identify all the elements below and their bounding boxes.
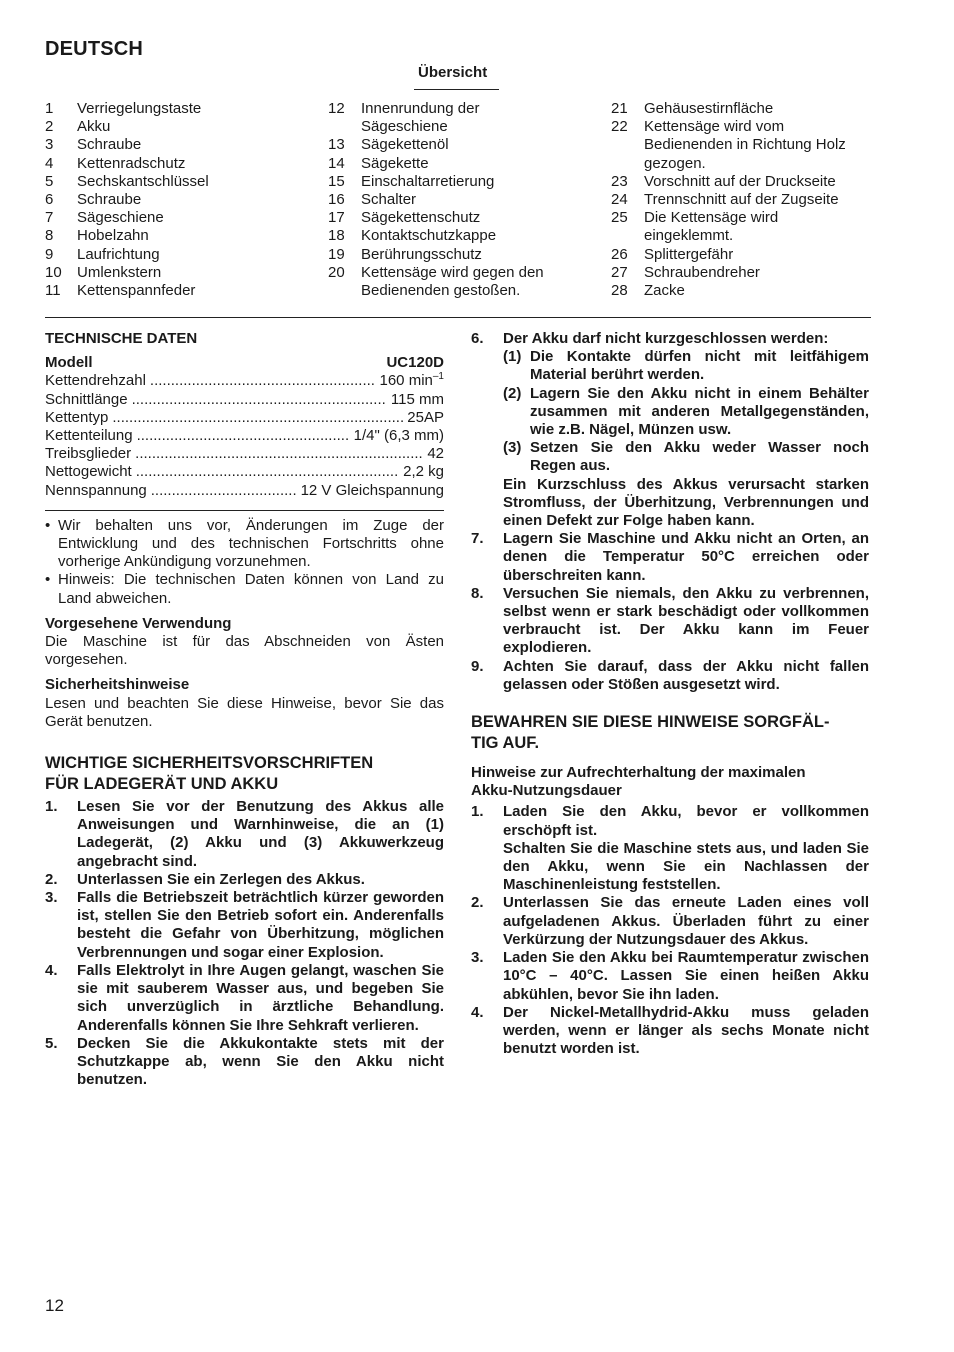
overview-item-number: 4 — [45, 154, 54, 172]
overview-item-label: Umlenkstern — [77, 263, 162, 281]
overview-item-label: Verriegelungstaste — [77, 100, 202, 117]
overview-item-label: Schraube — [77, 136, 142, 154]
overview-item — [328, 246, 568, 264]
overview-column-1 — [45, 100, 305, 300]
overview-item-number: 5 — [45, 172, 54, 190]
spec-leader-dots — [150, 372, 376, 390]
overview-item-label: Kettensäge wird gegen den Bedienenden gestoßen. — [361, 263, 544, 300]
overview-item-label: Kettenspannfeder — [77, 282, 196, 300]
spec-label: Kettenteilung — [45, 427, 133, 445]
list-item-text: Lesen Sie vor der Benutzung des Akkus alle Anweisungen und Warnhinweise, die an (1) Ladegerät, (2) Akku und (3) Akkuwerkzeug angebracht sind. — [77, 798, 444, 870]
important-safety-title — [45, 753, 444, 795]
overview-item-number: 9 — [45, 245, 54, 263]
overview-column-2 — [328, 100, 568, 300]
overview-item-number: 11 — [45, 282, 61, 300]
list-item-number: 7. — [471, 530, 484, 548]
overview-item — [45, 173, 305, 191]
specs-title: TECHNISCHE DATEN — [45, 330, 198, 347]
overview-item — [328, 227, 568, 245]
spec-row — [45, 391, 444, 409]
spec-value-text: 160 min — [379, 372, 433, 390]
list-item-number: 5. — [45, 1034, 58, 1052]
overview-item — [45, 118, 305, 136]
overview-item-number: 27 — [611, 263, 628, 281]
spec-label: Nennspannung — [45, 481, 147, 499]
overview-item-label: Sägekettenöl — [361, 136, 449, 154]
list-item — [471, 585, 869, 658]
overview-title: Übersicht — [418, 64, 488, 81]
overview-item-number: 16 — [328, 191, 345, 209]
spec-value-superscript: –1 — [432, 371, 444, 383]
list-item — [471, 894, 869, 949]
overview-item — [45, 246, 305, 264]
spec-leader-dots — [151, 482, 297, 500]
sub-list-item-text: Setzen Sie den Akku weder Wasser noch Regen aus. — [530, 439, 869, 475]
list-item-number: 4. — [471, 1003, 484, 1021]
overview-item — [611, 282, 871, 300]
overview-item — [611, 118, 871, 173]
sub-list-item-number: (3) — [503, 439, 522, 457]
overview-item-label: Einschaltarretierung — [361, 172, 495, 190]
overview-item — [45, 209, 305, 227]
list-item-text: Decken Sie die Akkukontakte stets mit der Schutzkappe ab, wenn Sie den Akku nicht benutzen. — [77, 1034, 444, 1089]
overview-item-label: Schraube — [77, 191, 142, 209]
overview-item — [45, 191, 305, 209]
overview-item-label: Sägekette — [361, 154, 429, 172]
section-divider — [45, 317, 871, 318]
overview-item-number: 19 — [328, 245, 345, 263]
keep-notice-heading — [471, 712, 869, 754]
spec-note-text: Hinweis: Die technischen Daten können von Land zu Land abweichen. — [58, 571, 444, 607]
list-item-body — [503, 330, 869, 530]
overview-item-label: Gehäusestirnfläche — [644, 100, 774, 117]
overview-item-label: Innenrundung der Sägeschiene — [361, 100, 480, 136]
spec-row — [45, 427, 444, 445]
spec-leader-dots — [136, 463, 399, 481]
specs-model-label: Modell — [45, 354, 93, 372]
list-item-text: Falls die Betriebszeit beträchtlich kürzer geworden ist, stellen Sie den Betrieb sofort ein. Anderenfalls besteht die Gefahr von Überhitzung, möglichen Verbrennungen und sogar einer Explosion. — [77, 889, 444, 961]
overview-item — [328, 264, 568, 300]
list-item-text: Laden Sie den Akku bei Raumtemperatur zwischen 10°C – 40°C. Lassen Sie einen heißen Akku abkühlen, bevor Sie ihn laden. — [503, 949, 869, 1003]
safety-notes-text: Lesen und beachten Sie diese Hinweise, bevor Sie das Gerät benutzen. — [45, 694, 444, 730]
overview-item-number: 26 — [611, 245, 628, 263]
overview-item-number: 1 — [45, 100, 54, 117]
overview-item-number: 13 — [328, 136, 345, 154]
spec-label: Kettendrehzahl — [45, 372, 146, 390]
list-item-text: Laden Sie den Akku, bevor er vollkommen erschöpft ist. — [503, 803, 869, 839]
overview-item — [611, 191, 871, 209]
spec-leader-dots — [135, 445, 423, 463]
sub-list-item — [503, 385, 869, 440]
list-item — [471, 330, 869, 530]
overview-item — [611, 209, 871, 245]
list-item-number: 1. — [45, 798, 58, 816]
overview-item — [45, 264, 305, 282]
overview-item-label: Kettenradschutz — [77, 154, 186, 172]
overview-item-label: Laufrichtung — [77, 245, 160, 263]
right-column — [471, 330, 869, 1058]
spec-leader-dots — [112, 409, 403, 427]
spec-note-text: Wir behalten uns vor, Änderungen im Zuge der Entwicklung und des technischen Fortschritts ohne vorherige Ankündigung vorzunehmen. — [58, 516, 444, 571]
important-safety-title-line: WICHTIGE SICHERHEITSVORSCHRIFTEN — [45, 754, 374, 773]
list-item-text: Versuchen Sie niemals, den Akku zu verbrennen, selbst wenn er stark beschädigt oder vollkommen verbraucht ist. Der Akku kann im Feuer explodieren. — [503, 584, 869, 657]
sub-list-item — [503, 348, 869, 384]
safety-notes-title: Sicherheitshinweise — [45, 676, 190, 694]
overview-column-3 — [611, 100, 871, 300]
overview-item-label: Sägekettenschutz — [361, 209, 481, 227]
spec-value: 2,2 kg — [403, 463, 444, 481]
intended-use-title: Vorgesehene Verwendung — [45, 614, 232, 632]
list-item — [471, 1004, 869, 1059]
keep-notice-line: TIG AUF. — [471, 734, 540, 753]
specs-model-row — [45, 354, 444, 372]
overview-item — [328, 155, 568, 173]
list-item-number: 3. — [45, 889, 58, 907]
spec-label: Kettentyp — [45, 408, 109, 426]
overview-item-number: 24 — [611, 191, 628, 209]
spec-leader-dots — [137, 427, 350, 445]
overview-item-number: 21 — [611, 100, 628, 117]
list-item-text: Falls Elektrolyt in Ihre Augen gelangt, waschen Sie sie mit sauberem Wasser aus, und begeben Sie sich unverzüglich in ärztliche Behandlung. Anderenfalls können Sie Ihre Sehkraft verlieren. — [77, 961, 444, 1034]
overview-item-number: 3 — [45, 136, 54, 154]
list-item — [45, 1035, 444, 1090]
overview-item-number: 6 — [45, 191, 54, 209]
list-item-body — [503, 803, 869, 894]
list-item — [471, 803, 869, 894]
specs-divider — [45, 510, 444, 511]
overview-item — [45, 100, 305, 118]
spec-label: Nettogewicht — [45, 463, 132, 481]
overview-item — [45, 136, 305, 154]
overview-item-number: 14 — [328, 154, 345, 172]
overview-item-label: Hobelzahn — [77, 227, 149, 245]
spec-row — [45, 463, 444, 481]
list-item-number: 3. — [471, 949, 484, 967]
important-safety-list — [45, 798, 444, 1089]
overview-item-label: Schraubendreher — [644, 263, 760, 281]
list-item-text: Achten Sie darauf, dass der Akku nicht fallen gelassen oder Stößen ausgesetzt wird. — [503, 657, 869, 693]
list-item — [471, 658, 869, 694]
overview-item-number: 8 — [45, 227, 54, 245]
intended-use-text: Die Maschine ist für das Abschneiden von Ästen vorgesehen. — [45, 633, 444, 669]
overview-item-label: Sägeschiene — [77, 209, 164, 227]
list-item-number: 6. — [471, 330, 484, 347]
important-safety-title-line: FÜR LADEGERÄT UND AKKU — [45, 775, 279, 794]
overview-item-label: Zacke — [644, 282, 685, 300]
sub-list-item-text: Die Kontakte dürfen nicht mit leitfähigem Material berührt werden. — [530, 348, 869, 384]
overview-item — [611, 264, 871, 282]
list-item-text: Der Akku darf nicht kurzgeschlossen werden: — [503, 330, 829, 347]
overview-item-label: Trennschnitt auf der Zugseite — [644, 191, 839, 209]
spec-row — [45, 372, 444, 390]
sub-list-item — [503, 439, 869, 475]
bullet: • — [45, 571, 51, 589]
overview-item-label: Vorschnitt auf der Druckseite — [644, 172, 836, 190]
sub-list-item-text: Lagern Sie den Akku nicht in einem Behälter zusammen mit anderen Metallgegenständen, wie z.B. Nägel, Münzen usw. — [530, 384, 869, 439]
spec-leader-dots — [132, 391, 387, 409]
battery-life-list — [471, 803, 869, 1058]
page-number: 12 — [45, 1296, 64, 1315]
overview-item-label: Berührungsschutz — [361, 245, 482, 263]
overview-item-label: Splittergefähr — [644, 245, 734, 263]
overview-item-label: Die Kettensäge wird eingeklemmt. — [644, 209, 779, 245]
list-item-followup-text: Ein Kurzschluss des Akkus verursacht starken Stromfluss, der Überhitzung, Verbrennungen und einen Defekt zur Folge haben kann. — [503, 475, 869, 530]
overview-item — [328, 173, 568, 191]
spec-row — [45, 445, 444, 463]
specs-model-value: UC120D — [386, 354, 444, 372]
overview-title-underline — [414, 89, 499, 90]
list-item-text: Der Nickel-Metallhydrid-Akku muss geladen werden, wenn er länger als sechs Monate nicht benutzt worden ist. — [503, 1003, 869, 1058]
overview-item — [45, 155, 305, 173]
battery-life-title — [471, 764, 869, 800]
list-item-text: Unterlassen Sie ein Zerlegen des Akkus. — [77, 870, 365, 888]
overview-item-number: 20 — [328, 263, 345, 281]
spec-value: 115 mm — [390, 390, 444, 408]
list-item — [471, 949, 869, 1004]
overview-item — [328, 100, 568, 136]
list-item — [471, 530, 869, 585]
overview-item-number: 12 — [328, 100, 345, 117]
spec-value: 25AP — [407, 408, 444, 426]
overview-item-number: 28 — [611, 282, 628, 300]
keep-notice-line: BEWAHREN SIE DIESE HINWEISE SORGFÄL- — [471, 713, 830, 732]
left-column — [45, 330, 444, 1089]
overview-item-number: 17 — [328, 209, 345, 227]
bullet: • — [45, 516, 51, 534]
spec-row — [45, 409, 444, 427]
list-item-text: Unterlassen Sie das erneute Laden eines voll aufgeladenen Akkus. Überladen führt zu einer Verkürzung der Nutzungsdauer des Akkus. — [503, 894, 869, 948]
overview-item — [611, 173, 871, 191]
list-item-number: 1. — [471, 803, 484, 821]
overview-item-number: 15 — [328, 172, 345, 190]
overview-item — [611, 100, 871, 118]
spec-value: 12 V Gleichspannung — [300, 481, 444, 499]
overview-item — [328, 209, 568, 227]
battery-life-title-line: Hinweise zur Aufrechterhaltung der maximalen — [471, 764, 806, 782]
overview-item-label: Sechskantschlüssel — [77, 172, 209, 190]
spec-value — [380, 372, 445, 390]
spec-value: 42 — [427, 445, 444, 463]
overview-item-number: 23 — [611, 172, 628, 190]
overview-item — [611, 246, 871, 264]
overview-item — [328, 191, 568, 209]
list-item — [45, 889, 444, 962]
overview-item-label: Schalter — [361, 191, 417, 209]
list-item-number: 2. — [471, 894, 484, 912]
list-item-text: Lagern Sie Maschine und Akku nicht an Orten, an denen die Temperatur 50°C erreichen oder überschreiten kann. — [503, 530, 869, 584]
spec-note — [45, 571, 444, 607]
sub-list-item-number: (1) — [503, 348, 522, 366]
list-item-number: 9. — [471, 657, 484, 675]
list-item-number: 2. — [45, 870, 58, 888]
spec-label: Treibsglieder — [45, 445, 132, 463]
list-item — [45, 871, 444, 889]
list-item-number: 4. — [45, 961, 58, 979]
spec-row — [45, 482, 444, 500]
overview-item-number: 22 — [611, 118, 628, 136]
spec-note — [45, 517, 444, 572]
overview-item-number: 7 — [45, 209, 54, 227]
overview-item-label: Akku — [77, 118, 111, 136]
overview-item-number: 10 — [45, 263, 62, 281]
language-heading: DEUTSCH — [45, 38, 144, 60]
overview-item-number: 25 — [611, 209, 628, 227]
list-item-number: 8. — [471, 584, 484, 602]
overview-item — [45, 227, 305, 245]
sub-list-item-number: (2) — [503, 384, 522, 402]
overview-item-number: 18 — [328, 227, 345, 245]
overview-item — [45, 282, 305, 300]
list-item-followup-text: Schalten Sie die Maschine stets aus, und laden Sie den Akku, wenn Sie ein Nachlassen der Maschinenleistung feststellen. — [503, 839, 869, 894]
overview-item-label: Kettensäge wird vom Bedienenden in Richtung Holz gezogen. — [644, 118, 846, 172]
list-item — [45, 962, 444, 1035]
overview-item-number: 2 — [45, 118, 54, 136]
battery-life-title-line: Akku-Nutzungsdauer — [471, 782, 622, 800]
spec-label: Schnittlänge — [45, 390, 128, 408]
list-item — [45, 798, 444, 871]
overview-item — [328, 136, 568, 154]
spec-value: 1/4" (6,3 mm) — [353, 427, 444, 445]
battery-safety-list-continued — [471, 330, 869, 694]
overview-item-label: Kontaktschutzkappe — [361, 227, 497, 245]
